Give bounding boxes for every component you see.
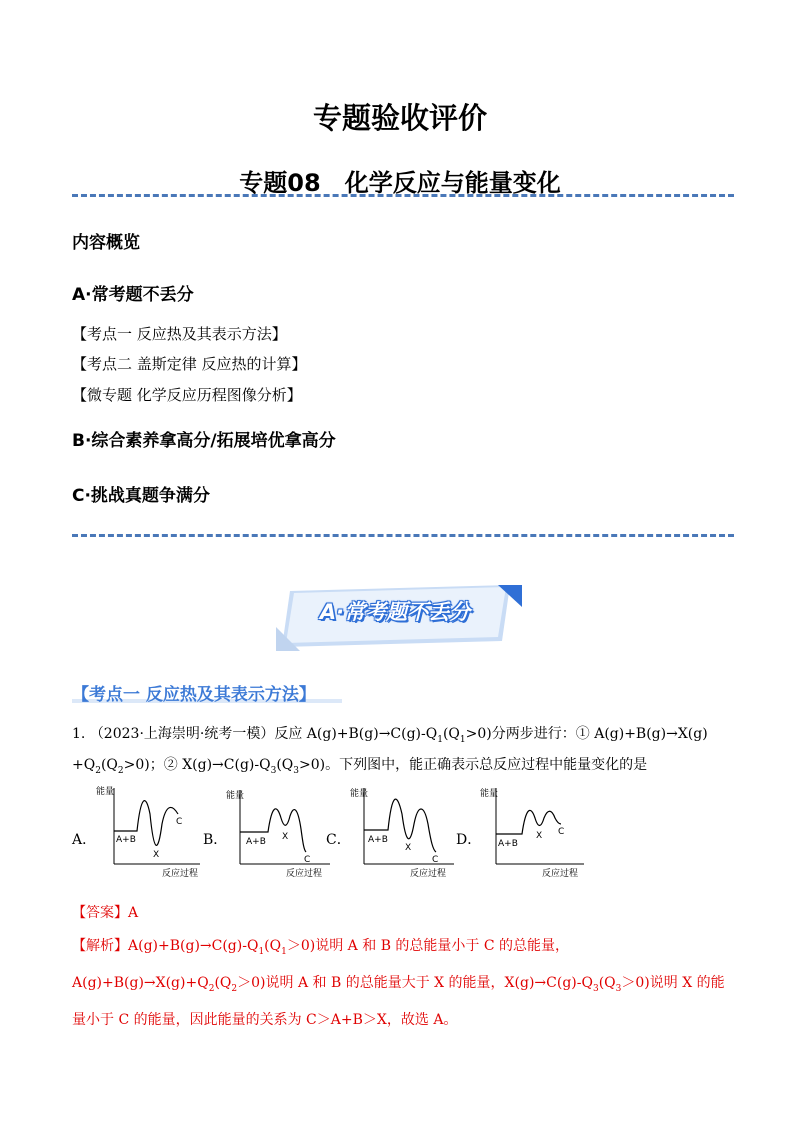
option-b-mid: X [282,832,289,842]
option-b-start: A+B [246,837,266,847]
option-d-xlabel: 反应过程 [542,869,579,878]
option-a-label[interactable]: A． [72,832,97,848]
section-b-heading: B·综合素养拿高分/拓展培优拿高分 [72,431,336,451]
option-c-start: A+B [368,835,388,845]
option-b-energy-diagram[interactable] [224,784,334,878]
option-c-xlabel: 反应过程 [410,869,447,878]
option-c-label[interactable]: C． [326,832,351,848]
option-c-mid: X [405,843,412,853]
question-line-2: $+Q_2(Q_2>0)$；② $X(g)\to C(g)-Q_3(Q_3>0)$。下列图中，能正确表示总反应过程中能量变化的是 [72,757,648,776]
answer-label: 【答案】 [72,905,128,921]
option-a-xlabel: 反应过程 [162,869,199,878]
page-title: 专题验收评价 [312,101,487,135]
option-d-energy-diagram[interactable] [478,784,588,878]
option-d-start: A+B [498,839,518,849]
option-d-end: C [558,827,565,837]
option-b-label[interactable]: B． [203,832,228,848]
option-c-ylabel: 能量 [350,789,369,799]
option-c-end: C [432,855,439,865]
dashed-divider-bottom [72,534,734,537]
explanation-label: 【解析】 [72,938,128,954]
option-a-end: C [176,817,183,827]
option-b-xlabel: 反应过程 [286,869,323,878]
question-line-1: 1. （2023·上海崇明·统考一模）反应 $A(g)+B(g)\to C(g)-Q_1(Q_1>0)$分两步进行：① A(g)+B(g)→X(g) [72,726,708,745]
banner-text: A·常考题不丢分 [319,600,471,624]
option-b-end: C [304,855,311,865]
kaodian-title: 【考点一 反应热及其表示方法】 [72,685,316,705]
option-a-energy-diagram[interactable] [94,784,204,878]
option-d-mid: X [536,831,543,841]
section-a-heading: A·常考题不丢分 [72,285,194,305]
page-subtitle: 专题08 化学反应与能量变化 [239,169,561,197]
explanation-paragraph: 【解析】$A(g)+B(g)\to C(g)-Q_1(Q_1>0)$说明 A 和 B 的总能量小于 C 的总能量，$A(g)+B(g)\to X(g)+Q_2(Q_2>0)$说明 A 和 B 的总能量大于 X 的能量，$X(g)\to C(g)-Q_3(Q_3>0)$说明 X 的能量小于 C 的能量，因此能量的关系为 C＞A+B＞X，故选 A。 [72,938,725,1028]
overview-item-2: 【考点二 盖斯定律 反应热的计算】 [72,355,307,373]
option-b-ylabel: 能量 [226,791,245,801]
answer-value: A [128,905,139,921]
option-d-ylabel: 能量 [480,789,499,799]
question-number: 1. [72,726,86,742]
option-a-mid: X [153,850,160,860]
option-c-energy-diagram[interactable] [348,784,458,878]
section-c-heading: C·挑战真题争满分 [72,486,210,506]
option-a-ylabel: 能量 [96,787,115,797]
overview-item-3: 【微专题 化学反应历程图像分析】 [72,386,302,404]
dashed-divider-top [72,194,734,197]
question-source: （2023·上海崇明·统考一模） [89,726,275,742]
overview-heading: 内容概览 [72,233,140,253]
option-a-start: A+B [116,835,136,845]
answer-line [72,902,138,922]
overview-item-1: 【考点一 反应热及其表示方法】 [72,325,287,343]
option-d-label[interactable]: D． [456,832,482,848]
